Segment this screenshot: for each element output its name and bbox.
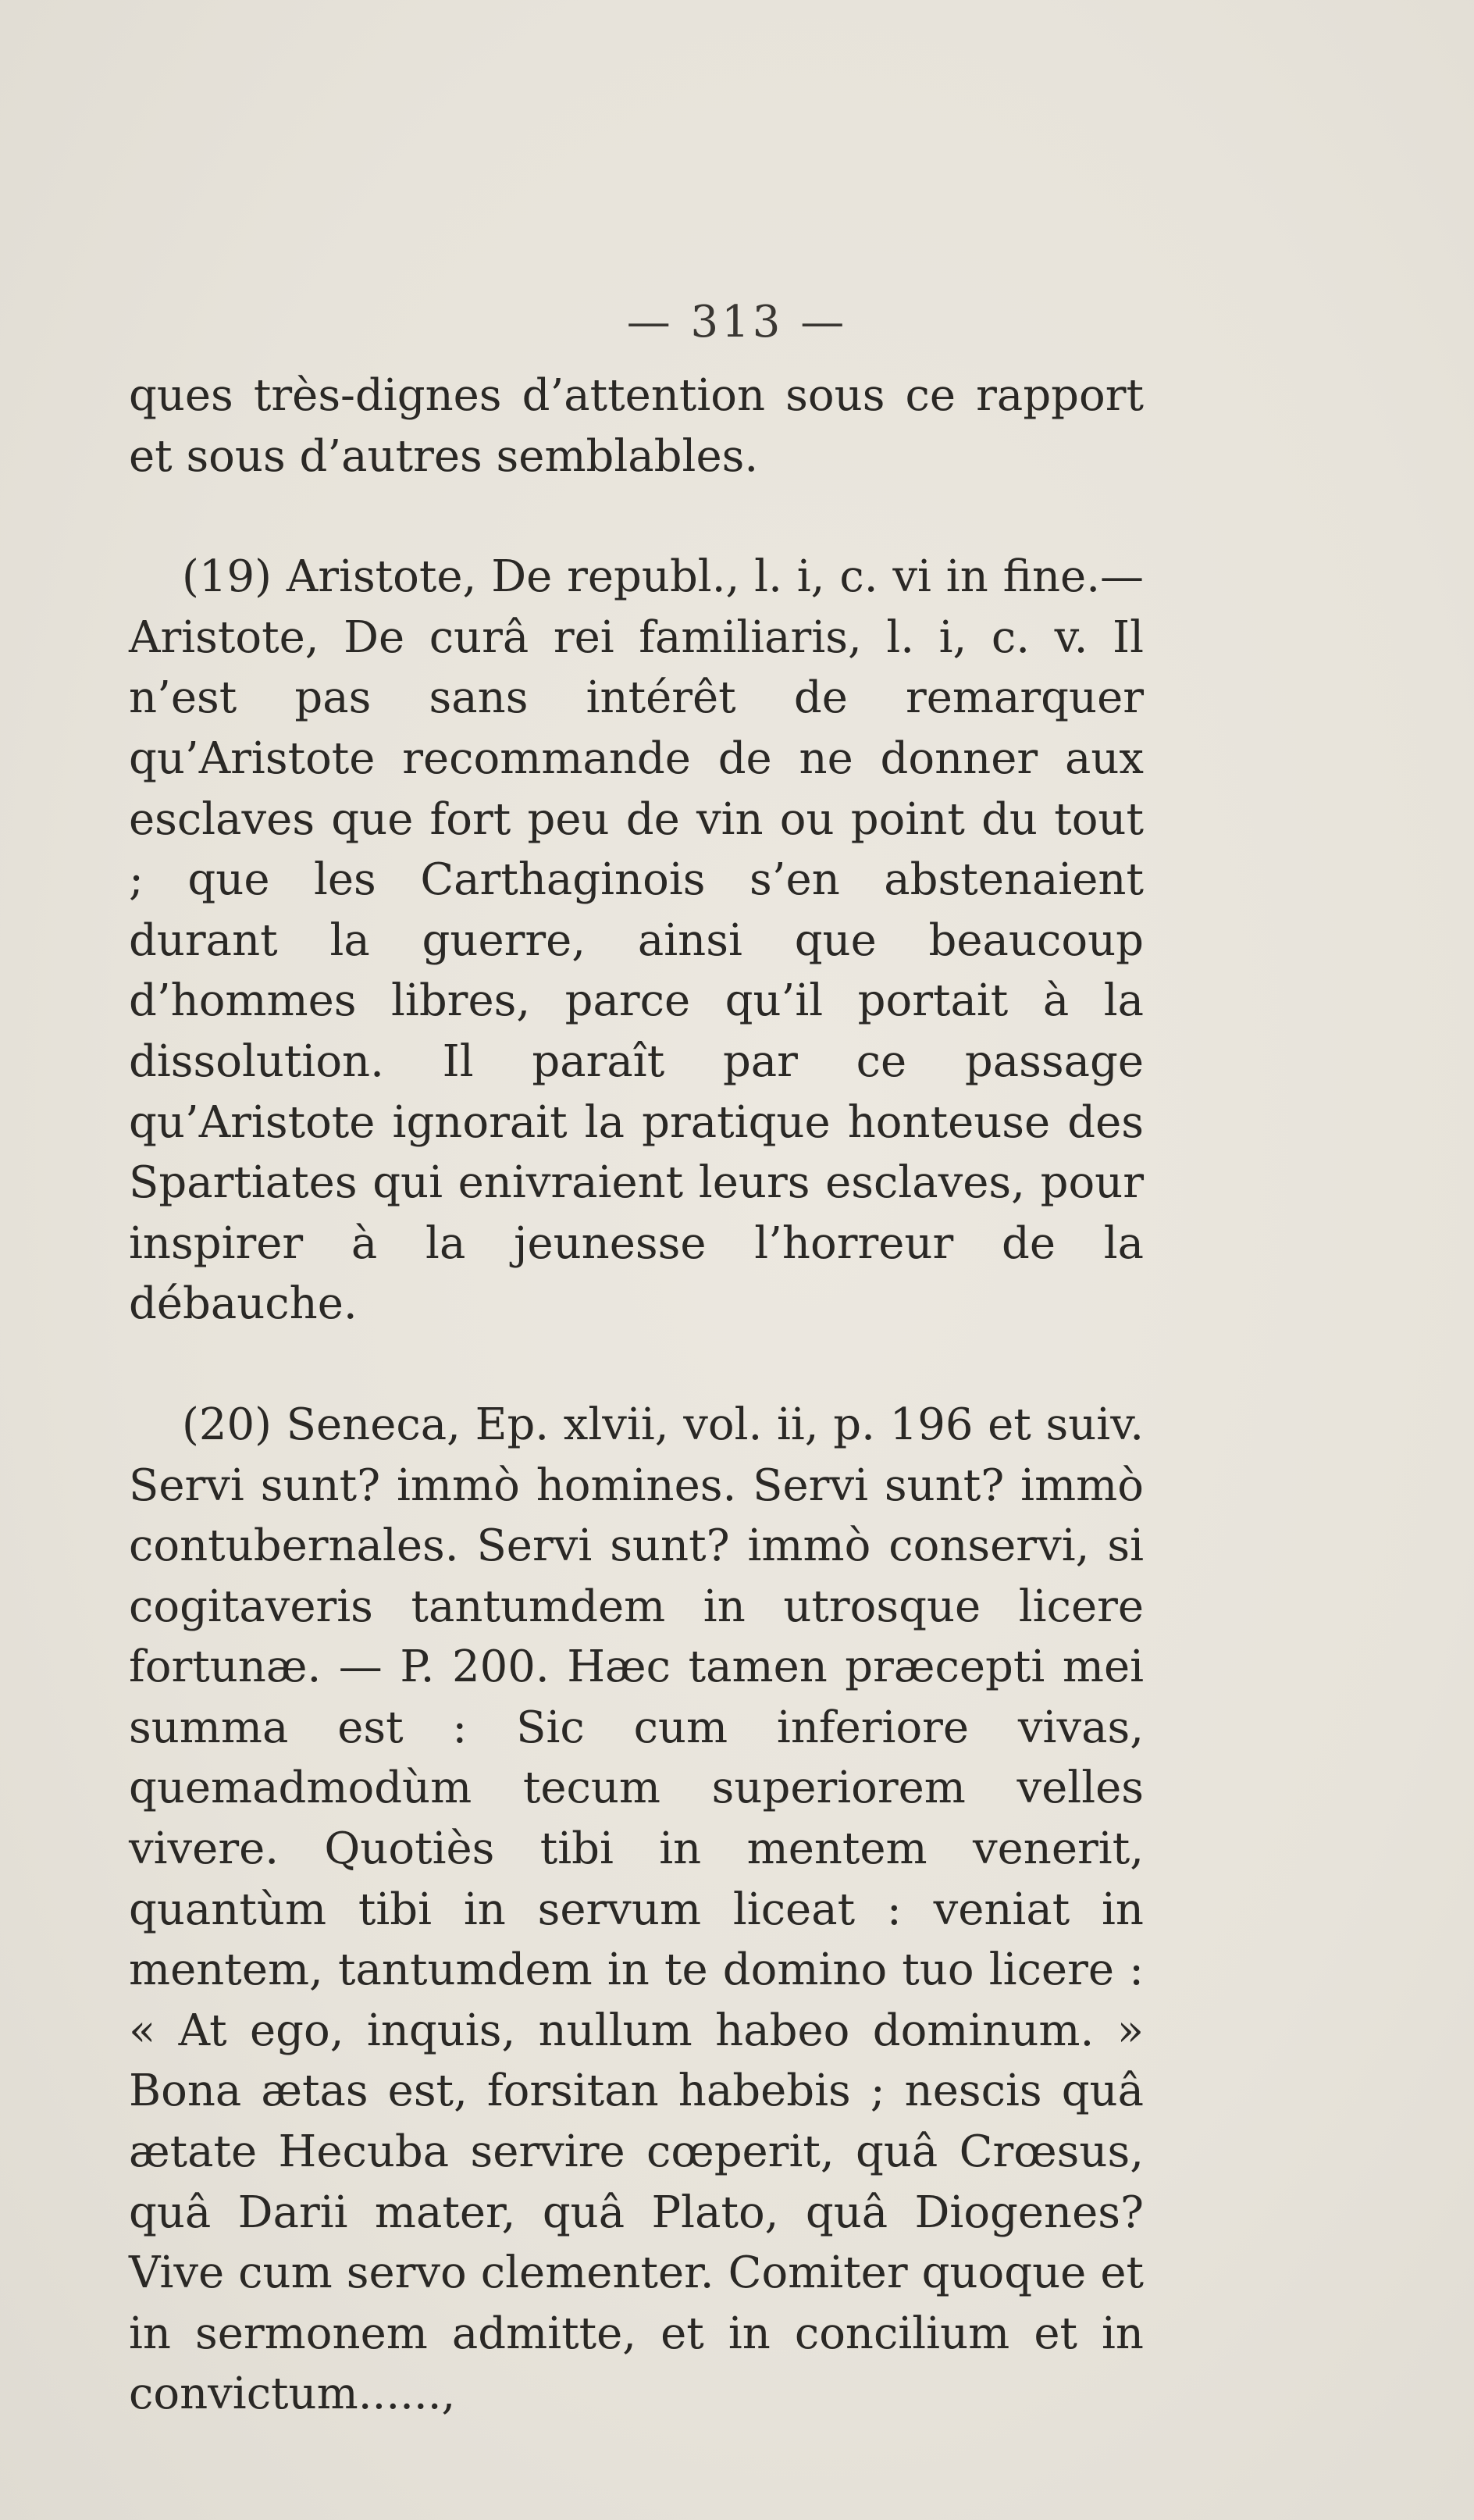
page-body [129,365,1144,2425]
note-19: (19) Aristote, De republ., l. i, c. vi in fine.— Aristote, De curâ rei familiaris, l. i, c. v. Il n’est pas sans intérêt de remarquer qu’Aristote recommande de ne donner aux esclaves que fort peu de vin ou point du tout ; que les Carthaginois s’en abstenaient durant la guerre, ainsi que beaucoup d’hommes libres, parce qu’il portait à la dissolution. Il paraît par ce passage qu’Aristote ignorait la pratique honteuse des Spartiates qui enivraient leurs esclaves, pour inspirer à la jeunesse l’horreur de la débauche. [129,551,1144,1330]
page-number: — 313 — [626,297,848,348]
note-20: (20) Seneca, Ep. xlvii, vol. ii, p. 196 et suiv. Servi sunt? immò homines. Servi sunt? immò contubernales. Servi sunt? immò conservi, si cogitaveris tantumdem in utrosque licere fortunæ. — P. 200. Hæc tamen præcepti mei summa est : Sic cum inferiore vivas, quemadmodùm tecum superiorem velles vivere. Quotiès tibi in mentem venerit, quantùm tibi in servum liceat : veniat in mentem, tantumdem in te domino tuo licere : « At ego, inquis, nullum habeo dominum. » Bona ætas est, forsitan habebis ; nescis quâ ætate Hecuba servire cœperit, quâ Crœsus, quâ Darii mater, quâ Plato, quâ Diogenes? Vive cum servo clementer. Comiter quoque et in sermonem admitte, et in concilium et in convictum......, [129,1399,1144,2420]
paragraph-continuation: ques très-dignes d’attention sous ce rapport et sous d’autres semblables. [129,370,1144,482]
